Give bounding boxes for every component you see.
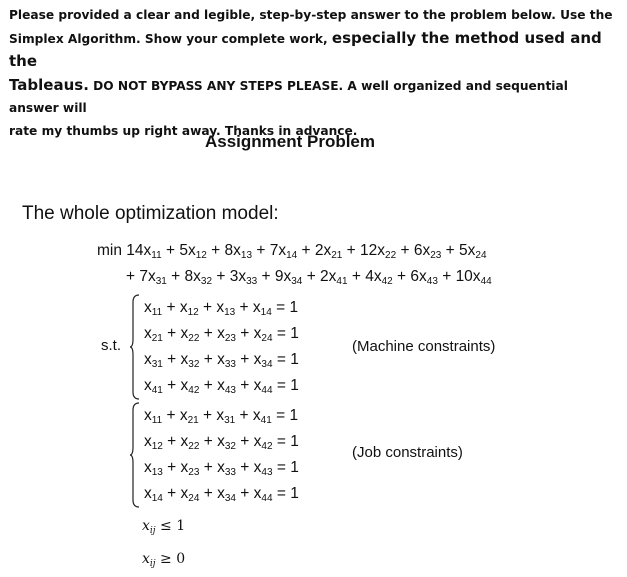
instruction-line-3: Tableaus. DO NOT BYPASS ANY STEPS PLEASE. A well organized and sequential answer will (9, 75, 568, 115)
job-constraint-variable-subscript: 12 (151, 441, 163, 452)
job-constraint-variable-subscript: 13 (151, 467, 163, 478)
min-label: min (97, 242, 127, 259)
objective-term-subscript: 22 (385, 250, 397, 261)
machine-constraint-rhs: 1 (290, 325, 299, 342)
machine-constraint-variable-subscript: 12 (187, 307, 199, 318)
objective-term: $12x_{22}$ (360, 242, 397, 261)
job-constraint-rhs: 1 (290, 433, 299, 450)
machine-constraint-variable-subscript: 42 (188, 385, 200, 396)
machine-constraint-row: $x_{21} + x_{22} + x_{23} + x_{24} = 1$ (144, 325, 299, 344)
job-constraint-variable: $x_{11}$ (144, 407, 163, 426)
objective-term-subscript: 24 (475, 250, 487, 261)
bound-value: 0 (176, 551, 186, 567)
bound-operator: ≤ (155, 518, 177, 534)
job-constraints-label: (Job constraints) (352, 444, 463, 461)
bound-operator: ≥ (155, 551, 177, 567)
job-constraint-variable: $x_{13}$ (144, 459, 163, 478)
objective-term-subscript: 23 (430, 250, 442, 261)
job-constraint-variable-subscript: 34 (224, 493, 236, 504)
machine-constraint-variable: $x_{13}$ (216, 299, 236, 318)
machine-constraint-variable: $x_{21}$ (144, 325, 163, 344)
objective-row-2: + $7x_{31} + 8x_{32} + 3x_{33} + 9x_{34} + 2x_{41} + 4x_{42} + 6x_{43} + 10x_{44}$ (126, 268, 492, 287)
job-constraint-variable: $x_{24}$ (180, 485, 200, 504)
instruction-line-1: Please provided a clear and legible, step-by-step answer to the problem below. Use the (9, 8, 613, 22)
job-constraint-variable: $x_{41}$ (252, 407, 272, 426)
objective-term-subscript: 41 (336, 276, 348, 287)
machine-constraint-rhs: 1 (290, 351, 299, 368)
job-constraint-variable: $x_{12}$ (144, 433, 163, 452)
bound-subscript: ij (149, 559, 156, 569)
machine-constraint-variable: $x_{43}$ (217, 377, 236, 396)
machine-constraint-variable-subscript: 24 (261, 333, 273, 344)
objective-row-1: $\min 14x_{11} + 5x_{12} + 8x_{13} + 7x_{14} + 2x_{21} + 12x_{22} + 6x_{23} + 5x_{24}$ (97, 242, 487, 261)
objective-term: $6x_{23}$ (413, 242, 442, 261)
objective-term-subscript: 44 (480, 276, 492, 287)
machine-constraint-variable: $x_{12}$ (179, 299, 199, 318)
objective-term: $2x_{21}$ (314, 242, 343, 261)
objective-term: $4x_{42}$ (365, 268, 393, 287)
machine-constraint-rhs: 1 (289, 299, 299, 316)
job-constraint-variable-subscript: 41 (260, 415, 272, 426)
machine-constraint-row: $x_{11} + x_{12} + x_{13} + x_{14} = 1$ (144, 299, 299, 318)
machine-constraint-variable-subscript: 32 (188, 359, 200, 370)
job-constraint-row: $x_{14} + x_{24} + x_{34} + x_{44} = 1$ (144, 485, 299, 504)
instruction-line-4: rate my thumbs up right away. Thanks in advance. (9, 123, 358, 138)
machine-constraint-row: $x_{41} + x_{42} + x_{43} + x_{44} = 1$ (144, 377, 299, 396)
job-constraint-variable-subscript: 21 (187, 415, 199, 426)
objective-term: $5x_{24}$ (459, 242, 487, 261)
machine-constraints-label: (Machine constraints) (352, 338, 496, 355)
job-constraint-rhs: 1 (290, 485, 299, 502)
machine-constraint-variable-subscript: 22 (188, 333, 200, 344)
machine-constraint-variable-subscript: 44 (261, 385, 273, 396)
job-constraint-variable-subscript: 23 (188, 467, 200, 478)
machine-constraint-rhs: 1 (290, 377, 299, 394)
machine-constraint-row: $x_{31} + x_{32} + x_{33} + x_{34} = 1$ (144, 351, 299, 370)
bound-subscript: ij (149, 526, 156, 536)
job-constraint-variable-subscript: 24 (188, 493, 200, 504)
job-constraint-variable-subscript: 42 (261, 441, 273, 452)
job-constraints-brace (130, 402, 140, 508)
machine-constraint-variable: $x_{23}$ (217, 325, 236, 344)
objective-term: $6x_{43}$ (410, 268, 438, 287)
machine-constraint-variable: $x_{42}$ (180, 377, 200, 396)
job-constraint-variable-subscript: 32 (224, 441, 236, 452)
bound-value: 1 (176, 518, 186, 534)
job-constraint-variable: $x_{23}$ (180, 459, 200, 478)
job-constraint-variable: $x_{31}$ (216, 407, 236, 426)
machine-constraint-variable-subscript: 13 (224, 307, 236, 318)
model-title: The whole optimization model: (22, 203, 279, 224)
machine-constraint-variable: $x_{32}$ (180, 351, 200, 370)
job-constraint-row: $x_{12} + x_{22} + x_{32} + x_{42} = 1$ (144, 433, 299, 452)
machine-constraint-variable-subscript: 31 (151, 359, 163, 370)
machine-constraint-variable: $x_{31}$ (144, 351, 163, 370)
machine-constraint-variable: $x_{24}$ (253, 325, 273, 344)
job-constraint-variable: $x_{43}$ (253, 459, 273, 478)
job-constraint-variable: $x_{42}$ (253, 433, 273, 452)
machine-constraint-variable: $x_{41}$ (144, 377, 163, 396)
machine-constraint-variable: $x_{44}$ (253, 377, 273, 396)
instruction-line-2: Simplex Algorithm. Show your complete work, especially the method used and the (9, 28, 602, 70)
objective-term: $8x_{32}$ (184, 268, 213, 287)
job-constraint-variable-subscript: 43 (261, 467, 273, 478)
objective-term-subscript: 32 (200, 276, 213, 287)
job-constraint-variable: $x_{14}$ (144, 485, 163, 504)
machine-constraint-variable: $x_{22}$ (180, 325, 200, 344)
objective-term: $2x_{41}$ (320, 268, 348, 287)
objective-term-subscript: 43 (426, 276, 438, 287)
machine-constraint-variable: $x_{11}$ (144, 299, 163, 318)
objective-term: $5x_{12}$ (179, 242, 207, 261)
job-constraint-variable-subscript: 22 (188, 441, 200, 452)
objective-term-subscript: 13 (240, 250, 253, 261)
subject-to-label: s.t. (101, 337, 122, 354)
bound-row: $x_{ij} \le 1$ (142, 518, 186, 536)
job-constraint-row: $x_{11} + x_{21} + x_{31} + x_{41} = 1$ (144, 407, 299, 426)
objective-term-subscript: 33 (246, 276, 258, 287)
objective-term-subscript: 34 (291, 276, 303, 287)
section-heading: Assignment Problem (204, 132, 376, 151)
objective-term-subscript: 21 (331, 250, 343, 261)
objective-term-subscript: 31 (155, 276, 167, 287)
job-constraint-rhs: 1 (289, 407, 299, 424)
job-constraint-variable: $x_{32}$ (217, 433, 236, 452)
machine-constraint-variable-subscript: 33 (224, 359, 236, 370)
objective-term: $7x_{14}$ (269, 242, 298, 261)
problem-instructions (9, 4, 621, 142)
job-constraint-variable: $x_{22}$ (180, 433, 200, 452)
machine-constraint-variable: $x_{33}$ (217, 351, 236, 370)
objective-term: $9x_{34}$ (274, 268, 303, 287)
machine-constraint-variable-subscript: 43 (224, 385, 236, 396)
objective-term-subscript: 14 (286, 250, 298, 261)
job-constraint-variable: $x_{33}$ (217, 459, 236, 478)
machine-constraint-variable-subscript: 41 (151, 385, 163, 396)
objective-term-subscript: 12 (195, 250, 207, 261)
job-constraint-variable-subscript: 14 (151, 493, 163, 504)
job-constraint-variable: $x_{21}$ (179, 407, 199, 426)
machine-constraint-variable: $x_{34}$ (253, 351, 273, 370)
job-constraint-variable-subscript: 33 (224, 467, 236, 478)
objective-term: $14x_{11}$ (126, 242, 162, 261)
job-constraint-variable-subscript: 11 (151, 415, 163, 426)
bound-row: $x_{ij} \ge 0$ (142, 551, 186, 569)
objective-term: $10x_{44}$ (455, 268, 492, 287)
job-constraint-variable: $x_{44}$ (253, 485, 273, 504)
job-constraint-variable: $x_{34}$ (217, 485, 236, 504)
objective-term: $7x_{31}$ (139, 268, 167, 287)
machine-constraint-variable-subscript: 34 (261, 359, 273, 370)
machine-constraint-variable-subscript: 11 (151, 307, 163, 318)
machine-constraint-variable: $x_{14}$ (252, 299, 272, 318)
job-constraint-row: $x_{13} + x_{23} + x_{33} + x_{43} = 1$ (144, 459, 299, 478)
job-constraint-rhs: 1 (290, 459, 299, 476)
job-constraint-variable-subscript: 44 (261, 493, 273, 504)
job-constraint-variable-subscript: 31 (224, 415, 236, 426)
machine-constraint-variable-subscript: 23 (224, 333, 236, 344)
machine-constraint-variable-subscript: 14 (260, 307, 272, 318)
objective-term-subscript: 42 (381, 276, 393, 287)
machine-constraint-variable-subscript: 21 (151, 333, 163, 344)
objective-term: $8x_{13}$ (224, 242, 253, 261)
machine-constraints-brace (130, 294, 140, 400)
objective-term-subscript: 11 (151, 250, 162, 261)
objective-term: $3x_{33}$ (229, 268, 258, 287)
